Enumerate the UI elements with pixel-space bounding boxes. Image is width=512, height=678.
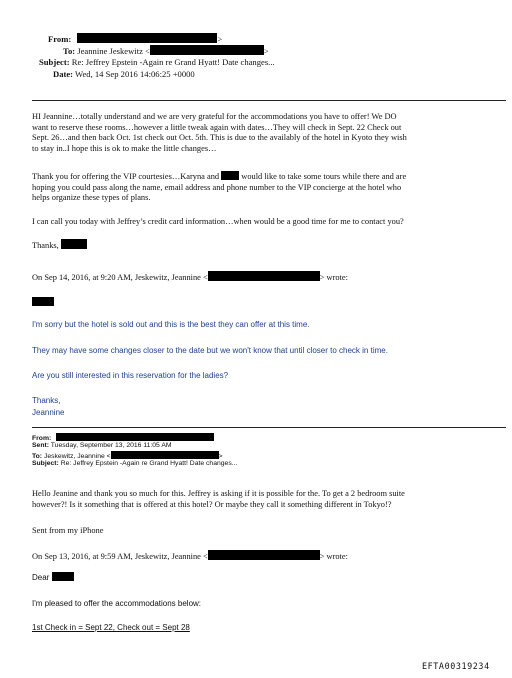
body-paragraph-1	[32, 112, 508, 154]
quote2-sent-label: Sent:	[32, 442, 49, 449]
quote2-sent-value: Tuesday, September 13, 2016 11:05 AM	[50, 442, 172, 449]
quote2-offer: I'm pleased to offer the accommodations below:	[32, 599, 202, 608]
body-line: want to reserve these rooms…however a little tweak again with dates…They will check in Sept. 22 Check out	[32, 122, 402, 132]
redaction-block	[56, 433, 214, 441]
body-line: hoping you could pass along the name, email address and phone number to the VIP concierge at the hotel who	[32, 182, 402, 192]
quote2-dear	[32, 572, 74, 583]
body-paragraph-3: I can call you today with Jeffrey’s credit card information…when would be a good time for me to contact you?	[32, 217, 404, 226]
body-line: Hello Jeanine and thank you so much for this. Jeffrey is asking if it is possible for the. To get a 2 bedroom suite	[32, 489, 405, 498]
attribution-text: > wrote:	[319, 552, 348, 561]
header-to-row	[63, 45, 269, 57]
header-date-value: Wed, 14 Sep 2016 14:06:25 +0000	[75, 69, 195, 79]
redaction-block	[32, 297, 54, 306]
body-thanks	[32, 239, 87, 252]
quote2-to-label: To:	[32, 453, 43, 460]
body-paragraph-2	[32, 171, 508, 204]
body-line: to stay in..I hope this is ok to make the little changes…	[32, 143, 217, 153]
quote1-line-2: They may have some changes closer to the date but we won't know that until closer to check in time.	[32, 346, 388, 355]
redaction-block	[52, 572, 74, 581]
header-to-value: Jeannine Jeskewitz <	[77, 46, 150, 56]
body-line: HI Jeannine…totally understand and we are very grateful for the accommodations you have to offer! We DO	[32, 112, 397, 121]
redaction-block	[61, 239, 87, 249]
header-subject-row	[39, 57, 275, 68]
body-text: would like to take some tours while there and are	[241, 172, 407, 181]
quote2-attribution	[32, 550, 348, 563]
header-from-close: >	[217, 34, 223, 44]
quote1-line-3: Are you still interested in this reservation for the ladies?	[32, 371, 229, 380]
quote1-signature: Jeannine	[32, 408, 65, 417]
body-line: Sept. 26…and then back Oct. 1st check out Oct. 5th. This is due to the availably of the hotel in Kyoto they wish	[32, 133, 407, 143]
redaction-block	[208, 550, 320, 560]
redaction-block	[111, 451, 219, 459]
quote2-subject-label: Subject:	[32, 460, 59, 467]
quote2-paragraph	[32, 489, 508, 510]
header-subject-label: Subject:	[39, 57, 70, 67]
quote2-sent-row	[32, 442, 172, 451]
body-line	[32, 171, 508, 183]
redaction-block	[221, 171, 239, 180]
quote2-checkin: 1st Check in = Sept 22, Check out = Sept 28	[32, 623, 190, 632]
header-to-label: To:	[63, 46, 76, 56]
header-to-close: >	[263, 46, 269, 56]
attribution-text: On Sep 14, 2016, at 9:20 AM, Jeskewitz, Jeannine <	[32, 273, 208, 282]
redaction-block	[150, 45, 264, 55]
body-line: however?! Is it something that is offered at this hotel? Or maybe they call it something different in Tokyo!?	[32, 499, 392, 509]
header-date-label: Date:	[53, 69, 74, 79]
quote2-to-close: >	[218, 453, 223, 460]
quote2-sent-from: Sent from my iPhone	[32, 526, 104, 535]
dear-text: Dear	[32, 573, 50, 582]
document-id: EFTA00319234	[422, 661, 490, 671]
quote2-subject-row	[32, 460, 237, 469]
quote2-from-label: From:	[32, 435, 52, 442]
redaction-block	[208, 271, 320, 281]
quote-divider	[32, 427, 506, 428]
body-line: helps organize these types of plans.	[32, 193, 151, 203]
header-from-label: From:	[48, 34, 72, 44]
quote2-subject-value: Re: Jeffrey Epstein -Again re Grand Hyatt! Date changes...	[60, 460, 238, 467]
quote1-line-1: I'm sorry but the hotel is sold out and this is the best they can offer at this time.	[32, 320, 310, 329]
attribution-text: > wrote:	[319, 273, 348, 282]
header-date-row	[53, 69, 195, 80]
header-from-row	[48, 33, 222, 45]
header-subject-value: Re: Jeffrey Epstein -Again re Grand Hyatt! Date changes...	[71, 57, 275, 67]
thanks-text: Thanks,	[32, 241, 59, 250]
quote1-attribution	[32, 271, 348, 284]
redaction-block	[77, 33, 217, 43]
quote2-to-value: Jeskewitz, Jeannine <	[43, 453, 111, 460]
attribution-text: On Sep 13, 2016, at 9:59 AM, Jeskewitz, Jeannine <	[32, 552, 208, 561]
quote1-thanks: Thanks,	[32, 396, 61, 405]
body-text: Thank you for offering the VIP courtesies…Karyna and	[32, 172, 220, 181]
header-divider	[32, 100, 506, 101]
